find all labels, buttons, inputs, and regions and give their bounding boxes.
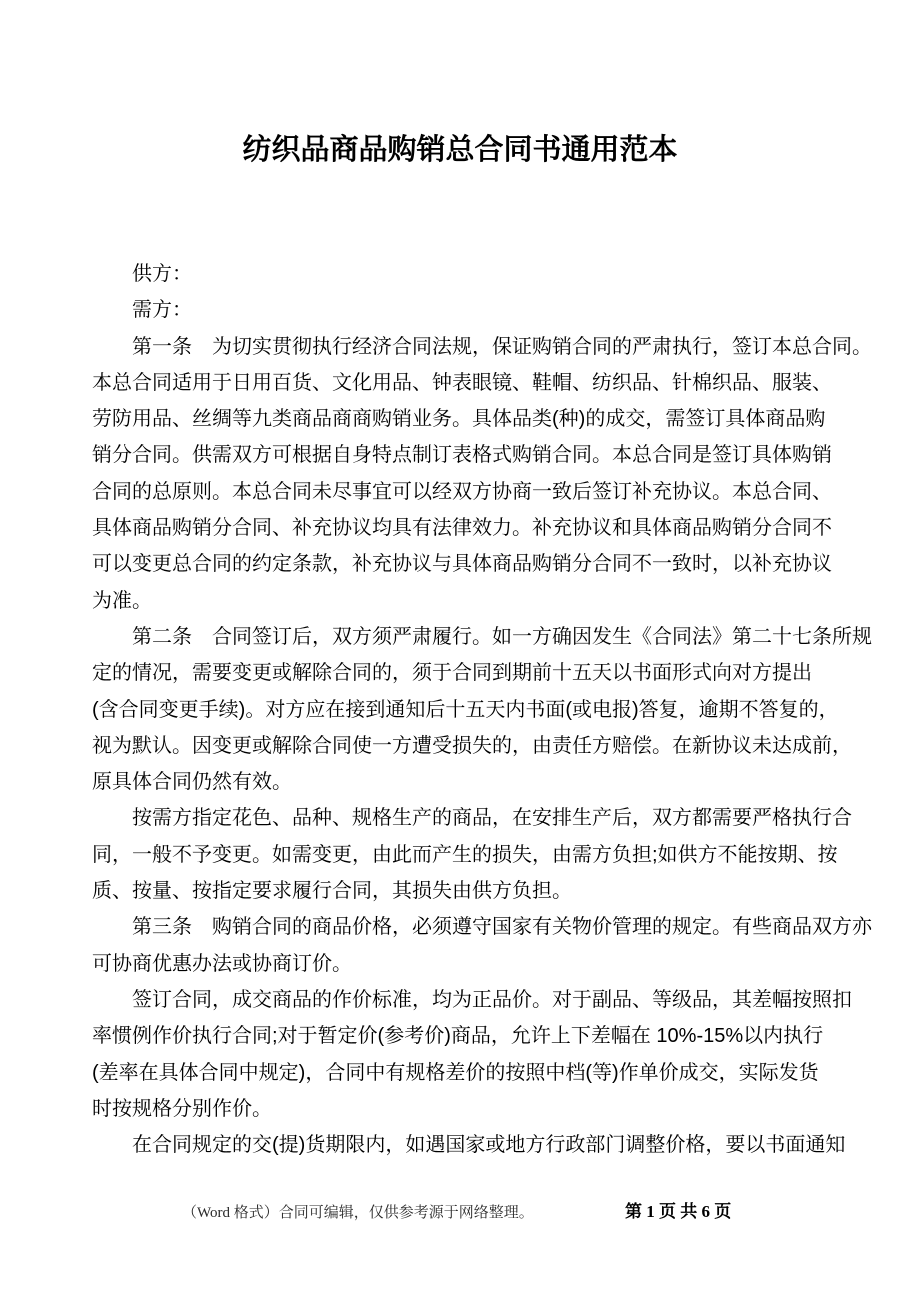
text-line: 为准。	[92, 589, 152, 612]
footer-note: （Word 格式）合同可编辑，仅供参考源于网络整理。	[182, 1205, 534, 1221]
document-title: 纺织品商品购销总合同书通用范本	[242, 134, 678, 167]
text-line: 率惯例作价执行合同;对于暂定价(参考价)商品，允许上下差幅在 10%-15%以内执行	[92, 1025, 824, 1048]
text-line: (含合同变更手续)。对方应在接到通知后十五天内书面(或电报)答复，逾期不答复的，	[92, 698, 839, 721]
page-number-indicator: 第 1 页 共 6 页	[625, 1202, 732, 1221]
text-line: 在合同规定的交(提)货期限内，如遇国家或地方行政部门调整价格，要以书面通知	[132, 1134, 846, 1157]
text-line: 同，一般不予变更。如需变更，由此而产生的损失，由需方负担;如供方不能按期、按	[92, 843, 838, 866]
text-line: 第一条 为切实贯彻执行经济合同法规，保证购销合同的严肃执行，签订本总合同。	[132, 335, 872, 358]
text-line: 签订合同，成交商品的作价标准，均为正品价。对于副品、等级品，其差幅按照扣	[132, 988, 852, 1011]
text-line: 原具体合同仍然有效。	[92, 771, 292, 794]
text-line: (差率在具体合同中规定)，合同中有规格差价的按照中档(等)作单价成交，实际发货	[92, 1061, 819, 1084]
text-line: 本总合同适用于日用百货、文化用品、钟表眼镜、鞋帽、纺织品、针棉织品、服装、	[92, 371, 832, 394]
text-line: 销分合同。供需双方可根据自身特点制订表格式购销合同。本总合同是签订具体购销	[92, 444, 832, 467]
text-line: 按需方指定花色、品种、规格生产的商品，在安排生产后，双方都需要严格执行合	[132, 807, 852, 830]
document-body	[92, 256, 872, 1163]
text-line: 视为默认。因变更或解除合同使一方遭受损失的，由责任方赔偿。在新协议未达成前，	[92, 734, 852, 757]
text-line: 需方：	[132, 299, 192, 322]
text-line: 第三条 购销合同的商品价格，必须遵守国家有关物价管理的规定。有些商品双方亦	[132, 916, 872, 939]
text-line: 质、按量、按指定要求履行合同，其损失由供方负担。	[92, 880, 572, 903]
text-line: 合同的总原则。本总合同未尽事宜可以经双方协商一致后签订补充协议。本总合同、	[92, 480, 832, 503]
text-line: 可以变更总合同的约定条款，补充协议与具体商品购销分合同不一致时，以补充协议	[92, 553, 832, 576]
text-line: 具体商品购销分合同、补充协议均具有法律效力。补充协议和具体商品购销分合同不	[92, 517, 832, 540]
text-line: 第二条 合同签订后，双方须严肃履行。如一方确因发生《合同法》第二十七条所规	[132, 625, 872, 648]
text-line: 时按规格分别作价。	[92, 1097, 272, 1120]
text-line: 劳防用品、丝绸等九类商品商商购销业务。具体品类(种)的成交，需签订具体商品购	[92, 408, 826, 431]
text-line: 供方：	[132, 263, 192, 285]
text-line: 定的情况，需要变更或解除合同的，须于合同到期前十五天以书面形式向对方提出	[92, 662, 812, 685]
text-line: 可协商优惠办法或协商订价。	[92, 952, 352, 975]
